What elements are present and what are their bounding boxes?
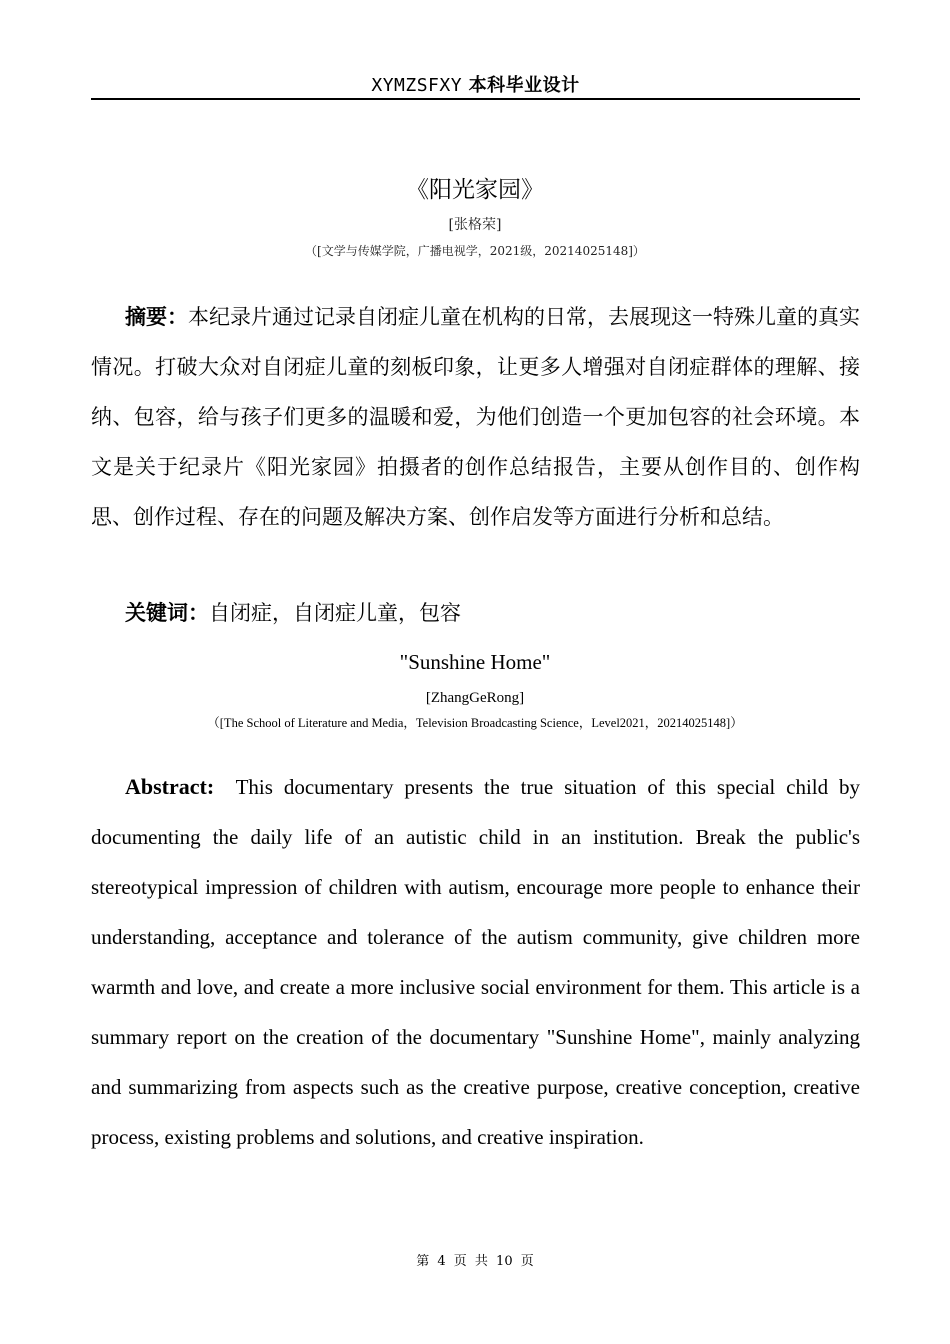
chinese-abstract-label: 摘要： (125, 305, 188, 329)
chinese-keywords (125, 593, 461, 633)
chinese-author: [张格荣] (448, 217, 502, 233)
chinese-abstract-text: 本纪录片通过记录自闭症儿童在机构的日常，去展现这一特殊儿童的真实情况。打破大众对自闭症儿童的刻板印象，让更多人增强对自闭症群体的理解、接纳、包容，给与孩子们更多的温暖和爱，为他们创造一个更加包容的社会环境。本文是关于纪录片《阳光家园》拍摄者的创作总结报告，主要从创作目的、创作构思、创作过程、存在的问题及解决方案、创作启发等方面进行分析和总结。 (91, 305, 860, 529)
english-title: "Sunshine Home" (399, 650, 551, 674)
chinese-keywords-text: 自闭症，自闭症儿童，包容 (209, 601, 461, 625)
chinese-keywords-label: 关键词： (125, 601, 209, 625)
chinese-title: 《阳光家园》 (406, 177, 544, 203)
english-abstract (91, 762, 860, 1162)
chinese-abstract (91, 292, 860, 542)
page-footer: 第 4 页 共 10 页 (416, 1254, 534, 1269)
header-title (91, 74, 860, 97)
header-code: XYMZSFXY (371, 75, 463, 96)
chinese-affiliation: （[文学与传媒学院，广播电视学，2021级，20214025148]） (305, 244, 645, 258)
header-thesis-label: 本科毕业设计 (468, 75, 580, 96)
english-abstract-label: Abstract: (125, 774, 215, 799)
english-affiliation: （[The School of Literature and Media，Television Broadcasting Science，Level2021，20214025148]） (207, 716, 743, 730)
english-abstract-text: This documentary presents the true situation of this special child by documenting the daily life of an autistic child in an institution. Break the public's stereotypical impression of children with autism, encourage more people to enhance their understanding, acceptance and tolerance of the autism community, give children more warmth and love, and create a more inclusive social environment for them. This article is a summary report on the creation of the documentary "Sunshine Home", mainly analyzing and summarizing from aspects such as the creative purpose, creative conception, creative process, existing problems and solutions, and creative inspiration. (91, 775, 860, 1149)
english-author: [ZhangGeRong] (425, 690, 525, 706)
page-header (91, 66, 860, 100)
